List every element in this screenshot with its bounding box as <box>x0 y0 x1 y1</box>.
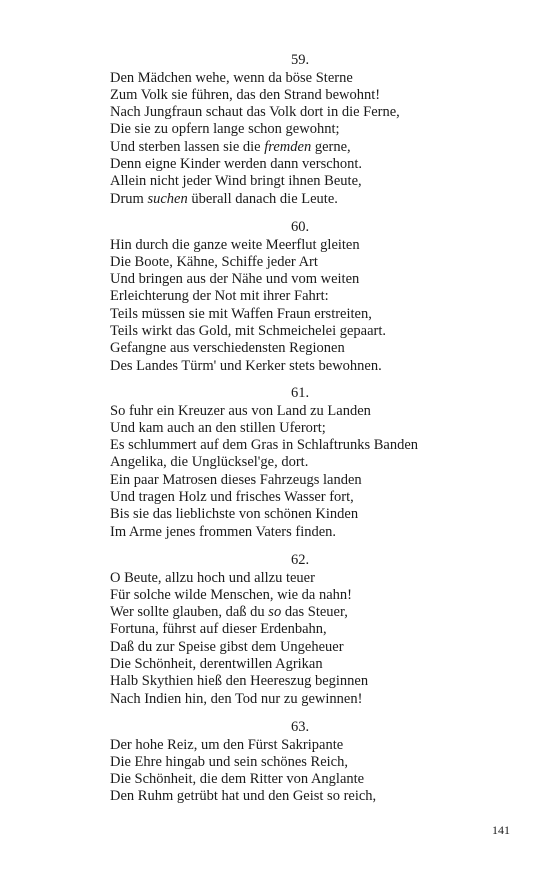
verse-line <box>110 87 470 104</box>
verse-line <box>110 288 470 305</box>
verse-text: das Steuer, <box>281 604 348 621</box>
verse-line <box>110 403 470 420</box>
verse-text: Gefangne aus verschiedensten Regionen <box>110 340 345 357</box>
verse-text: Halb Skythien hieß den Heereszug beginnen <box>110 673 369 690</box>
verse-line <box>110 737 470 754</box>
verse-text: Hin durch die ganze weite Meerflut gleiten <box>110 236 360 253</box>
verse-text: Des Landes Türm' und Kerker stets bewohnen. <box>110 357 382 374</box>
verse-text: überall danach die Leute. <box>187 190 338 207</box>
stanza-number: 62. <box>290 552 310 568</box>
stanza <box>110 719 470 806</box>
verse-text: Fortuna, führst auf dieser Erdenbahn, <box>110 621 327 638</box>
verse-line <box>110 173 470 190</box>
verse-text: Angelika, die Unglücksel'ge, dort. <box>110 454 309 471</box>
emphasized-text: so <box>268 604 282 621</box>
stanza <box>110 552 470 708</box>
verse-text: Nach Indien hin, den Tod nur zu gewinnen! <box>110 690 363 707</box>
verse-text: Der hohe Reiz, um den Fürst Sakripante <box>110 736 344 753</box>
verse-line <box>110 191 470 208</box>
verse-text: Die sie zu opfern lange schon gewohnt; <box>110 121 340 138</box>
verse-line <box>110 420 470 437</box>
verse-line <box>110 437 470 454</box>
verse-text: Zum Volk sie führen, das den Strand bewohnt! <box>110 86 381 103</box>
verse-text: Den Ruhm getrübt hat und den Geist so reich, <box>110 788 377 805</box>
verse-line <box>110 621 470 638</box>
verse-line <box>110 104 470 121</box>
verse-text: Die Schönheit, derentwillen Agrikan <box>110 655 323 672</box>
verse-line <box>110 254 470 271</box>
verse-line <box>110 524 470 541</box>
verse-text: Ein paar Matrosen dieses Fahrzeugs landen <box>110 471 362 488</box>
stanza <box>110 385 470 541</box>
verse-line <box>110 139 470 156</box>
verse-line <box>110 306 470 323</box>
verse-line <box>110 754 470 771</box>
verse-text: Und sterben lassen sie die <box>110 138 265 155</box>
verse-text: gerne, <box>311 138 351 155</box>
emphasized-text: fremden <box>264 138 312 155</box>
verse-line <box>110 639 470 656</box>
verse-line <box>110 271 470 288</box>
stanza-number: 63. <box>290 719 310 735</box>
verse-line <box>110 70 470 87</box>
verse-line <box>110 121 470 138</box>
verse-text: Erleichterung der Not mit ihrer Fahrt: <box>110 288 329 305</box>
verse-line <box>110 771 470 788</box>
verse-text: Die Schönheit, die dem Ritter von Anglante <box>110 771 365 788</box>
verse-line <box>110 673 470 690</box>
verse-text: Die Ehre hingab und sein schönes Reich, <box>110 753 348 770</box>
verse-line <box>110 340 470 357</box>
verse-line <box>110 788 470 805</box>
verse-line <box>110 472 470 489</box>
verse-line <box>110 604 470 621</box>
stanza <box>110 52 470 208</box>
verse-text: Teils wirkt das Gold, mit Schmeichelei gepaart. <box>110 322 387 339</box>
verse-line <box>110 587 470 604</box>
verse-text: Für solche wilde Menschen, wie da nahn! <box>110 586 353 603</box>
verse-line <box>110 156 470 173</box>
verse-line <box>110 237 470 254</box>
verse-text: Und bringen aus der Nähe und vom weiten <box>110 271 360 288</box>
verse-text: Daß du zur Speise gibst dem Ungeheuer <box>110 638 344 655</box>
verse-text: Drum <box>110 190 148 207</box>
verse-text: Den Mädchen wehe, wenn da böse Sterne <box>110 69 353 86</box>
verse-text: Und tragen Holz und frisches Wasser fort, <box>110 488 354 505</box>
verse-text: Die Boote, Kähne, Schiffe jeder Art <box>110 253 318 270</box>
verse-line <box>110 358 470 375</box>
verse-text: So fuhr ein Kreuzer aus von Land zu Landen <box>110 402 371 419</box>
verse-line <box>110 489 470 506</box>
verse-text: Es schlummert auf dem Gras in Schlaftrunks Banden <box>110 437 419 454</box>
stanza <box>110 219 470 375</box>
verse-line <box>110 691 470 708</box>
verse-text: Und kam auch an den stillen Uferort; <box>110 419 326 436</box>
verse-text: Teils müssen sie mit Waffen Fraun erstreiten, <box>110 305 372 322</box>
stanza-number: 61. <box>290 385 310 401</box>
verse-text: Wer sollte glauben, daß du <box>110 604 269 621</box>
stanza-number: 60. <box>290 219 310 235</box>
verse-line <box>110 570 470 587</box>
page-number: 141 <box>492 823 510 837</box>
verse-line <box>110 323 470 340</box>
emphasized-text: suchen <box>147 190 188 207</box>
verse-line <box>110 506 470 523</box>
verse-text: Nach Jungfraun schaut das Volk dort in die Ferne, <box>110 104 400 121</box>
verse-text: Denn eigne Kinder werden dann verschont. <box>110 155 363 172</box>
stanza-number: 59. <box>290 52 310 68</box>
verse-text: Allein nicht jeder Wind bringt ihnen Beute, <box>110 173 362 190</box>
verse-text: Im Arme jenes frommen Vaters finden. <box>110 523 337 540</box>
verse-text: O Beute, allzu hoch und allzu teuer <box>110 569 315 586</box>
verse-line <box>110 656 470 673</box>
verse-text: Bis sie das lieblichste von schönen Kinden <box>110 506 359 523</box>
verse-line <box>110 454 470 471</box>
